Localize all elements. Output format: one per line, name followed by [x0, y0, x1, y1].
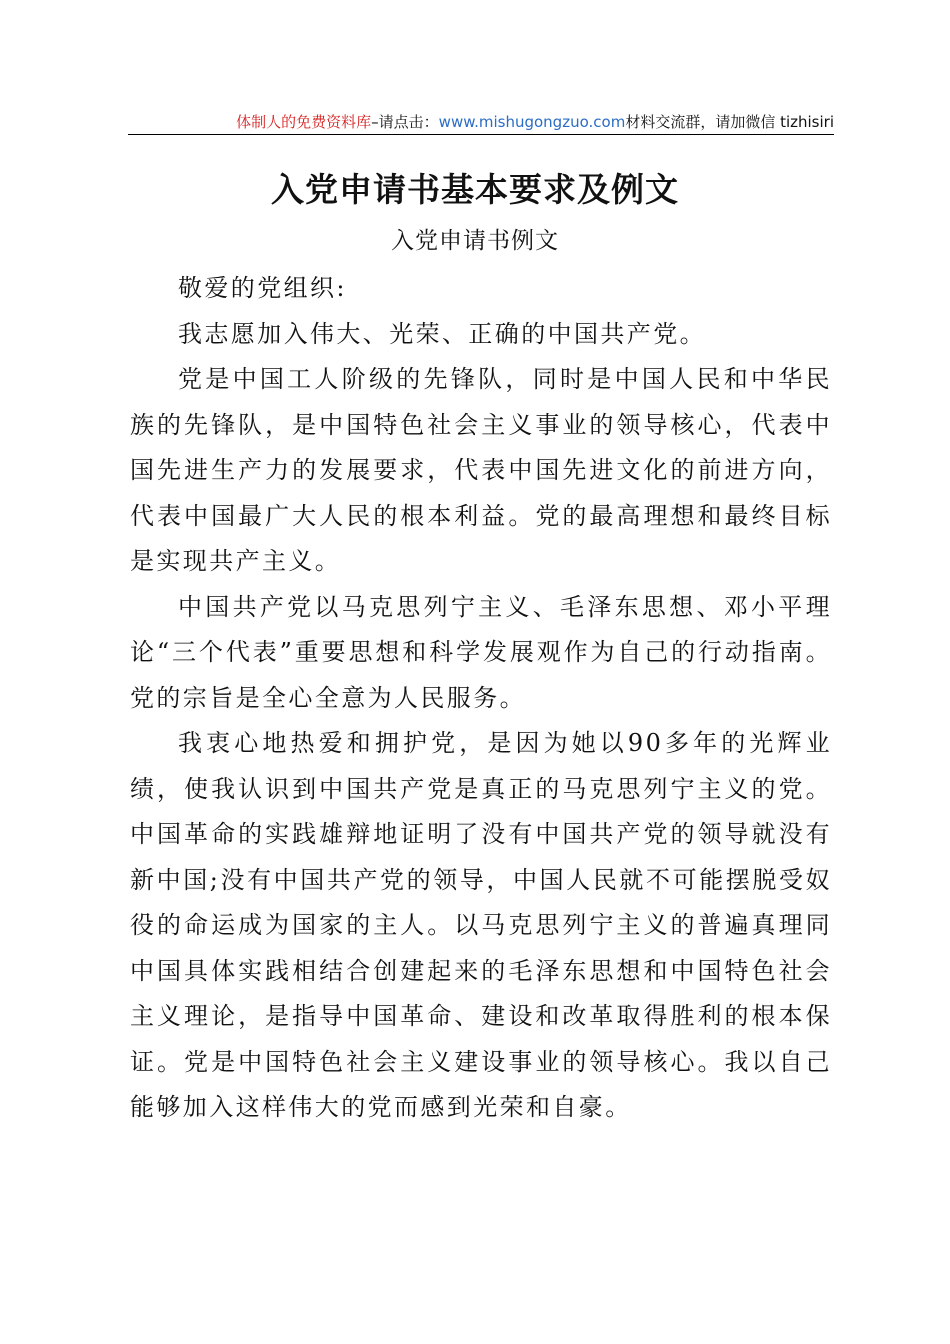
document-title: 入党申请书基本要求及例文: [271, 170, 679, 209]
salutation: 敬爱的党组织:: [178, 274, 347, 302]
header-brand: 体制人的免费资料库: [236, 113, 372, 131]
header-prompt: –请点击：: [371, 113, 439, 131]
document-body: [130, 266, 832, 1131]
header-site-link[interactable]: www.mishugongzuo.com: [438, 113, 626, 131]
document-subtitle: 入党申请书例文: [391, 228, 559, 254]
page-header: [128, 112, 834, 135]
paragraph: 我衷心地热爱和拥护党，是因为她以90多年的光辉业绩，使我认识到中国共产党是真正的马克思列宁主义的党。中国革命的实践雄辩地证明了没有中国共产党的领导就没有新中国;没有中国共产党的领导，中国人民就不可能摆脱受奴役的命运成为国家的主人。以马克思列宁主义的普遍真理同中国具体实践相结合创建起来的毛泽东思想和中国特色社会主义理论，是指导中国革命、建设和改革取得胜利的根本保证。党是中国特色社会主义建设事业的领导核心。我以自己能够加入这样伟大的党而感到光荣和自豪。: [130, 729, 832, 1121]
paragraph: 我志愿加入伟大、光荣、正确的中国共产党。: [178, 319, 706, 348]
header-note: 材料交流群，请加微信 tizhisiri: [625, 113, 834, 131]
paragraph: 中国共产党以马克思列宁主义、毛泽东思想、邓小平理论“三个代表”重要思想和科学发展观作为自己的行动指南。党的宗旨是全心全意为人民服务。: [130, 592, 832, 712]
paragraph: 党是中国工人阶级的先锋队，同时是中国人民和中华民族的先锋队，是中国特色社会主义事业的领导核心，代表中国先进生产力的发展要求，代表中国先进文化的前进方向，代表中国最广大人民的根本利益。党的最高理想和最终目标是实现共产主义。: [130, 365, 832, 575]
